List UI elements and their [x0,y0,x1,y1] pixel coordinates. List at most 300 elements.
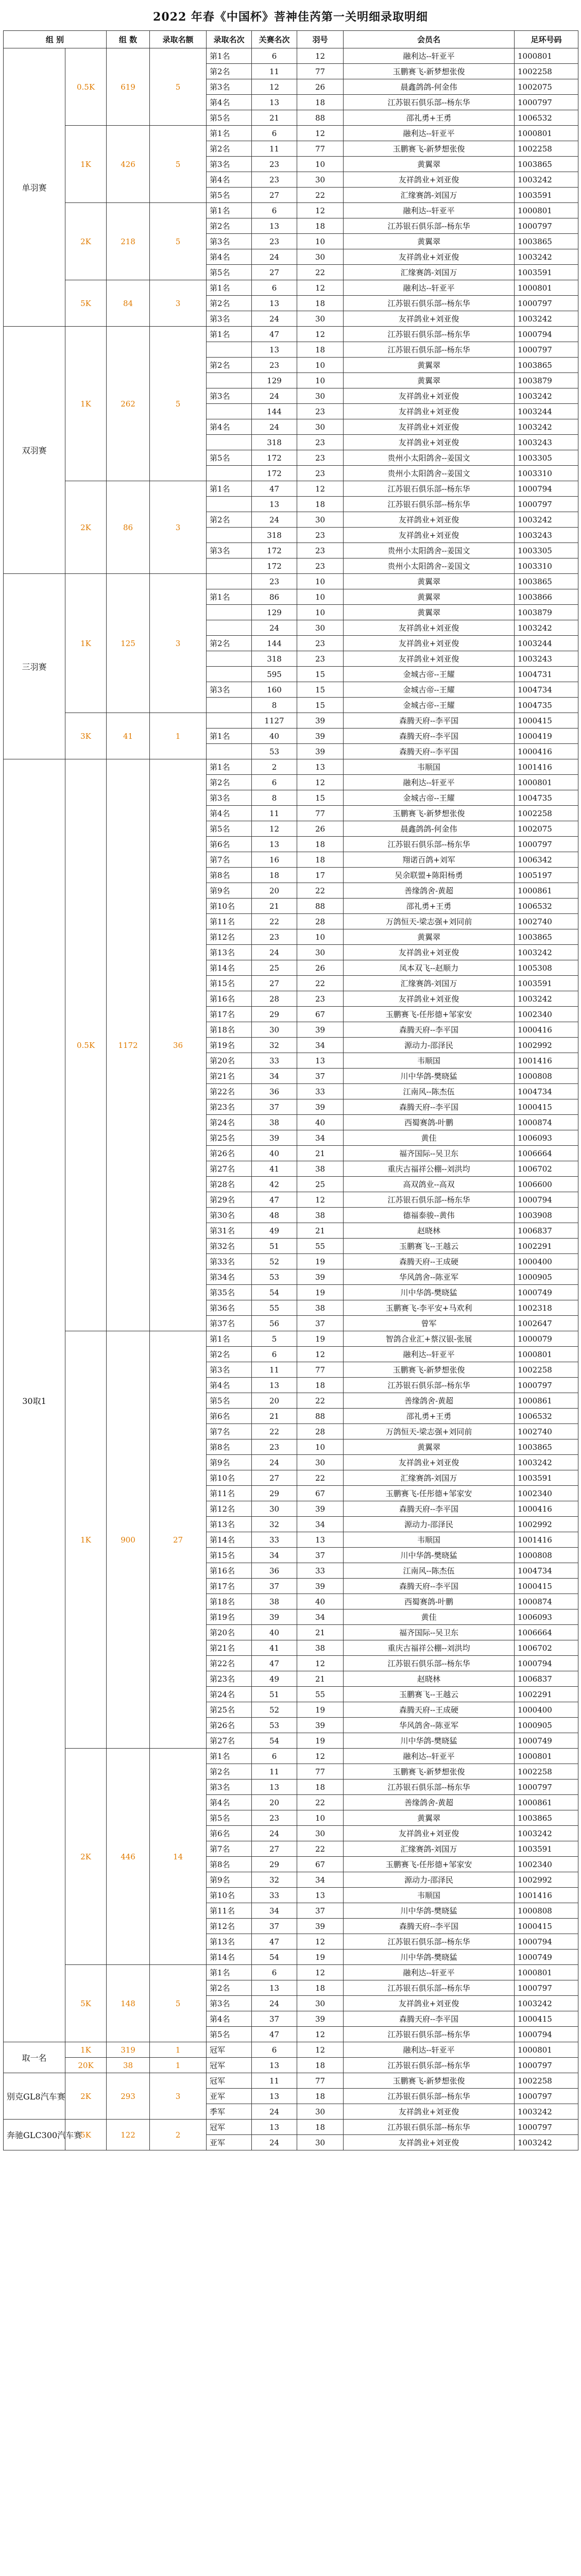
race-rank-cell: 11 [252,2073,297,2089]
member-cell: 善缘鸽舍-黄超 [344,1393,515,1409]
bird-no-cell: 21 [297,1625,344,1640]
ring-cell: 1003310 [515,466,578,481]
award-rank-cell: 第3名 [207,311,252,327]
race-rank-cell: 16 [252,852,297,868]
ring-cell: 1000861 [515,1795,578,1810]
member-cell: 川中华鸽-樊晓猛 [344,1733,515,1749]
member-cell: 赵晓林 [344,1223,515,1239]
award-rank-cell: 亚军 [207,2089,252,2104]
bird-no-cell: 18 [297,1378,344,1393]
ring-cell: 1004735 [515,790,578,806]
award-rank-cell: 第15名 [207,1548,252,1563]
award-rank-cell: 第11名 [207,914,252,929]
ring-cell: 1000797 [515,296,578,311]
award-rank-cell [207,435,252,450]
ring-cell: 1002740 [515,1424,578,1439]
bird-no-cell: 10 [297,929,344,945]
race-rank-cell: 2 [252,759,297,775]
ring-cell: 1000797 [515,342,578,358]
award-rank-cell: 第6名 [207,837,252,852]
award-rank-cell [207,497,252,512]
count-cell: 619 [107,48,150,126]
race-rank-cell: 24 [252,2104,297,2120]
quota-cell: 5 [150,327,207,481]
award-rank-cell: 第4名 [207,806,252,821]
ring-cell: 1003244 [515,636,578,651]
award-rank-cell: 第32名 [207,1239,252,1254]
race-rank-cell: 20 [252,1795,297,1810]
bird-no-cell: 12 [297,1934,344,1950]
award-rank-cell: 第4名 [207,2011,252,2027]
ring-cell: 1000801 [515,1749,578,1764]
bird-no-cell: 12 [297,203,344,218]
count-cell: 1172 [107,759,150,1331]
race-rank-cell: 33 [252,1888,297,1903]
award-rank-cell: 冠军 [207,2120,252,2135]
bird-no-cell: 19 [297,1702,344,1718]
ring-cell: 1003242 [515,945,578,960]
award-rank-cell: 第3名 [207,1996,252,2011]
award-rank-cell: 第5名 [207,1810,252,1826]
bird-no-cell: 18 [297,2089,344,2104]
race-rank-cell: 129 [252,605,297,620]
award-rank-cell: 第3名 [207,79,252,95]
ring-cell: 1004731 [515,667,578,682]
ring-cell: 1000905 [515,1269,578,1285]
bird-no-cell: 21 [297,1671,344,1687]
race-rank-cell: 32 [252,1038,297,1053]
race-rank-cell: 33 [252,1532,297,1548]
race-rank-cell: 32 [252,1517,297,1532]
ring-cell: 1003879 [515,373,578,388]
ring-cell: 1002258 [515,64,578,79]
count-cell: 218 [107,203,150,280]
member-cell: 友祥鸽业+刘亚俊 [344,991,515,1007]
results-body [4,48,578,2150]
ring-cell: 1003242 [515,311,578,327]
ring-cell: 1003242 [515,1996,578,2011]
award-rank-cell: 第12名 [207,1501,252,1517]
award-rank-cell: 亚军 [207,2135,252,2150]
group-name-cell: 奔驰GLC300汽车赛 [4,2120,65,2150]
bird-no-cell: 67 [297,1486,344,1501]
ring-cell: 1000415 [515,1919,578,1934]
bird-no-cell: 26 [297,821,344,837]
ring-cell: 1000749 [515,1285,578,1300]
ring-cell: 1002992 [515,1517,578,1532]
award-rank-cell: 第20名 [207,1625,252,1640]
award-rank-cell: 第23名 [207,1671,252,1687]
bird-no-cell: 10 [297,589,344,605]
race-rank-cell: 51 [252,1687,297,1702]
bird-no-cell: 19 [297,1733,344,1749]
award-rank-cell: 第2名 [207,141,252,157]
header-bird-no: 羽号 [297,31,344,48]
ring-cell: 1000797 [515,2089,578,2104]
member-cell: 玉鹏赛飞--王越云 [344,1687,515,1702]
tier-cell: 5K [65,2120,107,2150]
ring-cell: 1006093 [515,1130,578,1146]
race-rank-cell: 22 [252,914,297,929]
award-rank-cell [207,651,252,667]
award-rank-cell [207,528,252,543]
member-cell: 川中华鸽-樊晓猛 [344,1069,515,1084]
race-rank-cell: 36 [252,1084,297,1099]
member-cell: 黄翼翠 [344,589,515,605]
award-rank-cell: 第3名 [207,157,252,172]
bird-no-cell: 39 [297,1269,344,1285]
race-rank-cell: 27 [252,188,297,203]
bird-no-cell: 12 [297,1749,344,1764]
award-rank-cell: 第1名 [207,759,252,775]
award-rank-cell [207,698,252,713]
member-cell: 江苏银石俱乐部--杨东华 [344,2120,515,2135]
bird-no-cell: 39 [297,728,344,744]
member-cell: 玉鹏赛飞-新梦想张俊 [344,1362,515,1378]
member-cell: 西蜀赛鸽-叶鹏 [344,1115,515,1130]
header-race-rank: 关赛名次 [252,31,297,48]
tier-cell: 1K [65,1331,107,1749]
quota-cell: 3 [150,574,207,713]
award-rank-cell: 第37名 [207,1316,252,1331]
member-cell: 江苏银石俱乐部--杨东华 [344,1780,515,1795]
quota-cell: 27 [150,1331,207,1749]
bird-no-cell: 18 [297,2120,344,2135]
bird-no-cell: 39 [297,1579,344,1594]
ring-cell: 1000797 [515,2120,578,2135]
ring-cell: 1002318 [515,1300,578,1316]
race-rank-cell: 12 [252,79,297,95]
tier-cell: 3K [65,713,107,759]
member-cell: 万鸽恒天-梁志强+刘同前 [344,1424,515,1439]
ring-cell: 1003242 [515,512,578,528]
race-rank-cell: 13 [252,2120,297,2135]
award-rank-cell [207,574,252,589]
bird-no-cell: 39 [297,1718,344,1733]
count-cell: 84 [107,280,150,327]
bird-no-cell: 12 [297,481,344,497]
award-rank-cell: 第16名 [207,1563,252,1579]
ring-cell: 1003879 [515,605,578,620]
quota-cell: 5 [150,203,207,280]
member-cell: 融利达--轩亚平 [344,280,515,296]
award-rank-cell: 第4名 [207,172,252,188]
race-rank-cell: 54 [252,1733,297,1749]
award-rank-cell: 第27名 [207,1733,252,1749]
bird-no-cell: 15 [297,667,344,682]
member-cell: 川中华鸽-樊晓猛 [344,1950,515,1965]
ring-cell: 1002258 [515,2073,578,2089]
member-cell: 邵礼勇+王勇 [344,110,515,126]
race-rank-cell: 27 [252,265,297,280]
member-cell: 善缘鸽舍-黄超 [344,1795,515,1810]
count-cell: 38 [107,2058,150,2073]
member-cell: 友祥鸽业+刘亚俊 [344,1455,515,1470]
bird-no-cell: 34 [297,1038,344,1053]
race-rank-cell: 13 [252,2058,297,2073]
race-rank-cell: 27 [252,1470,297,1486]
bird-no-cell: 77 [297,1764,344,1780]
race-rank-cell: 172 [252,558,297,574]
member-cell: 善缘鸽舍-黄超 [344,883,515,899]
race-rank-cell: 13 [252,1980,297,1996]
member-cell: 江苏银石俱乐部--杨东华 [344,95,515,110]
count-cell: 86 [107,481,150,574]
award-rank-cell: 第19名 [207,1609,252,1625]
quota-cell: 1 [150,2058,207,2073]
award-rank-cell: 第10名 [207,1470,252,1486]
table-row [4,1749,578,1764]
race-rank-cell: 86 [252,589,297,605]
member-cell: 金城古帝--王耀 [344,682,515,698]
ring-cell: 1006664 [515,1146,578,1161]
bird-no-cell: 88 [297,899,344,914]
member-cell: 友祥鸽业+刘亚俊 [344,2104,515,2120]
race-rank-cell: 24 [252,512,297,528]
bird-no-cell: 77 [297,1362,344,1378]
race-rank-cell: 13 [252,1378,297,1393]
bird-no-cell: 26 [297,79,344,95]
bird-no-cell: 30 [297,172,344,188]
member-cell: 玉鹏赛飞-任彤德+邹家安 [344,1007,515,1022]
ring-cell: 1002075 [515,821,578,837]
race-rank-cell: 18 [252,868,297,883]
bird-no-cell: 10 [297,1810,344,1826]
member-cell: 福齐国际--吴卫东 [344,1146,515,1161]
bird-no-cell: 38 [297,1300,344,1316]
ring-cell: 1006702 [515,1161,578,1177]
member-cell: 森腾天府--李平国 [344,744,515,759]
race-rank-cell: 34 [252,1548,297,1563]
ring-cell: 1003242 [515,1826,578,1841]
award-rank-cell: 第12名 [207,929,252,945]
ring-cell: 1003865 [515,157,578,172]
award-rank-cell: 第18名 [207,1594,252,1609]
award-rank-cell: 第7名 [207,1424,252,1439]
race-rank-cell: 11 [252,1362,297,1378]
group-name-cell: 三羽赛 [4,574,65,759]
award-rank-cell: 第35名 [207,1285,252,1300]
race-rank-cell: 20 [252,883,297,899]
bird-no-cell: 39 [297,2011,344,2027]
race-rank-cell: 6 [252,1965,297,1980]
award-rank-cell: 冠军 [207,2058,252,2073]
member-cell: 金城古帝--王耀 [344,698,515,713]
ring-cell: 1006837 [515,1223,578,1239]
ring-cell: 1003865 [515,1439,578,1455]
bird-no-cell: 18 [297,296,344,311]
member-cell: 江苏银石俱乐部--杨东华 [344,2058,515,2073]
bird-no-cell: 39 [297,1501,344,1517]
ring-cell: 1000801 [515,280,578,296]
count-cell: 426 [107,126,150,203]
member-cell: 江苏银石俱乐部--杨东华 [344,1656,515,1671]
member-cell: 友祥鸽业+刘亚俊 [344,388,515,404]
award-rank-cell [207,620,252,636]
race-rank-cell: 55 [252,1300,297,1316]
ring-cell: 1000861 [515,883,578,899]
member-cell: 森腾天府--李平国 [344,1919,515,1934]
member-cell: 江苏银石俱乐部--杨东华 [344,2089,515,2104]
ring-cell: 1003865 [515,1810,578,1826]
race-rank-cell: 37 [252,1099,297,1115]
bird-no-cell: 30 [297,945,344,960]
award-rank-cell: 第11名 [207,1903,252,1919]
race-rank-cell: 13 [252,1780,297,1795]
member-cell: 江苏银石俱乐部--杨东华 [344,1934,515,1950]
race-rank-cell: 37 [252,2011,297,2027]
ring-cell: 1006342 [515,852,578,868]
award-rank-cell: 第1名 [207,728,252,744]
quota-cell: 5 [150,48,207,126]
race-rank-cell: 23 [252,358,297,373]
bird-no-cell: 22 [297,1470,344,1486]
race-rank-cell: 24 [252,1455,297,1470]
race-rank-cell: 22 [252,1424,297,1439]
quota-cell: 36 [150,759,207,1331]
race-rank-cell: 51 [252,1239,297,1254]
table-row [4,759,578,775]
ring-cell: 1003243 [515,528,578,543]
count-cell: 125 [107,574,150,713]
race-rank-cell: 34 [252,1069,297,1084]
race-rank-cell: 47 [252,2027,297,2042]
award-rank-cell: 第19名 [207,1038,252,1053]
award-rank-cell: 第1名 [207,280,252,296]
bird-no-cell: 30 [297,1826,344,1841]
bird-no-cell: 18 [297,2058,344,2073]
race-rank-cell: 52 [252,1254,297,1269]
table-row [4,327,578,342]
bird-no-cell: 22 [297,883,344,899]
ring-cell: 1000797 [515,2058,578,2073]
ring-cell: 1002258 [515,1362,578,1378]
member-cell: 友祥鸽业+刘亚俊 [344,435,515,450]
member-cell: 晨鑫鸽鸽-何金伟 [344,79,515,95]
member-cell: 贵州小太阳鸽舍--姜国文 [344,450,515,466]
award-rank-cell [207,342,252,358]
bird-no-cell: 18 [297,837,344,852]
count-cell: 446 [107,1749,150,1965]
member-cell: 金城古帝--王耀 [344,790,515,806]
ring-cell: 1000874 [515,1115,578,1130]
ring-cell: 1000797 [515,1980,578,1996]
member-cell: 汇缘赛鸽-刘国万 [344,265,515,280]
bird-no-cell: 19 [297,1254,344,1269]
quota-cell: 5 [150,126,207,203]
bird-no-cell: 77 [297,806,344,821]
member-cell: 友祥鸽业+刘亚俊 [344,528,515,543]
member-cell: 黄佳 [344,1130,515,1146]
bird-no-cell: 37 [297,1548,344,1563]
ring-cell: 1003591 [515,976,578,991]
race-rank-cell: 56 [252,1316,297,1331]
header-ring: 足环号码 [515,31,578,48]
race-rank-cell: 6 [252,203,297,218]
ring-cell: 1003865 [515,234,578,249]
member-cell: 江苏银石俱乐部--杨东华 [344,296,515,311]
ring-cell: 1000415 [515,1579,578,1594]
tier-cell: 1K [65,2042,107,2058]
bird-no-cell: 19 [297,1285,344,1300]
bird-no-cell: 23 [297,435,344,450]
member-cell: 江苏银石俱乐部--杨东华 [344,342,515,358]
member-cell: 江苏银石俱乐部--杨东华 [344,327,515,342]
header-member: 会员名 [344,31,515,48]
tier-cell: 0.5K [65,48,107,126]
award-rank-cell: 第34名 [207,1269,252,1285]
ring-cell: 1005308 [515,960,578,976]
table-row [4,713,578,728]
member-cell: 玉鹏赛飞-李平安+马欢利 [344,1300,515,1316]
bird-no-cell: 55 [297,1239,344,1254]
member-cell: 曾军 [344,1316,515,1331]
ring-cell: 1003244 [515,404,578,419]
bird-no-cell: 30 [297,620,344,636]
race-rank-cell: 32 [252,1872,297,1888]
award-rank-cell: 第5名 [207,188,252,203]
bird-no-cell: 30 [297,249,344,265]
member-cell: 融利达--轩亚平 [344,1347,515,1362]
race-rank-cell: 13 [252,497,297,512]
member-cell: 森腾天府--李平国 [344,1099,515,1115]
ring-cell: 1001416 [515,759,578,775]
member-cell: 汇缘赛鸽-刘国万 [344,1470,515,1486]
race-rank-cell: 11 [252,141,297,157]
race-rank-cell: 53 [252,744,297,759]
bird-no-cell: 23 [297,543,344,558]
race-rank-cell: 47 [252,327,297,342]
ring-cell: 1003865 [515,358,578,373]
award-rank-cell: 第21名 [207,1069,252,1084]
ring-cell: 1000801 [515,2042,578,2058]
member-cell: 融利达--轩亚平 [344,1965,515,1980]
ring-cell: 1002258 [515,1764,578,1780]
award-rank-cell: 第14名 [207,1950,252,1965]
table-row [4,48,578,64]
member-cell: 重庆古福祥公棚--刘洪均 [344,1161,515,1177]
ring-cell: 1003242 [515,388,578,404]
race-rank-cell: 172 [252,543,297,558]
ring-cell: 1006837 [515,1671,578,1687]
bird-no-cell: 30 [297,2104,344,2120]
award-rank-cell [207,466,252,481]
member-cell: 福齐国际--吴卫东 [344,1625,515,1640]
member-cell: 玉鹏赛飞-新梦想张俊 [344,2073,515,2089]
tier-cell: 5K [65,280,107,327]
ring-cell: 1001416 [515,1532,578,1548]
member-cell: 黄翼翠 [344,157,515,172]
bird-no-cell: 39 [297,1099,344,1115]
race-rank-cell: 49 [252,1671,297,1687]
member-cell: 玉鹏赛飞-任彤德+邹家安 [344,1486,515,1501]
member-cell: 源动力-邵泽民 [344,1517,515,1532]
member-cell: 融利达--轩亚平 [344,203,515,218]
award-rank-cell: 第4名 [207,249,252,265]
award-rank-cell: 第9名 [207,1455,252,1470]
ring-cell: 1003305 [515,543,578,558]
bird-no-cell: 22 [297,265,344,280]
ring-cell: 1000794 [515,1656,578,1671]
bird-no-cell: 67 [297,1857,344,1872]
award-rank-cell [207,667,252,682]
award-rank-cell: 第13名 [207,1517,252,1532]
ring-cell: 1004734 [515,1084,578,1099]
race-rank-cell: 24 [252,419,297,435]
bird-no-cell: 18 [297,95,344,110]
ring-cell: 1000794 [515,1192,578,1208]
ring-cell: 1000801 [515,1965,578,1980]
